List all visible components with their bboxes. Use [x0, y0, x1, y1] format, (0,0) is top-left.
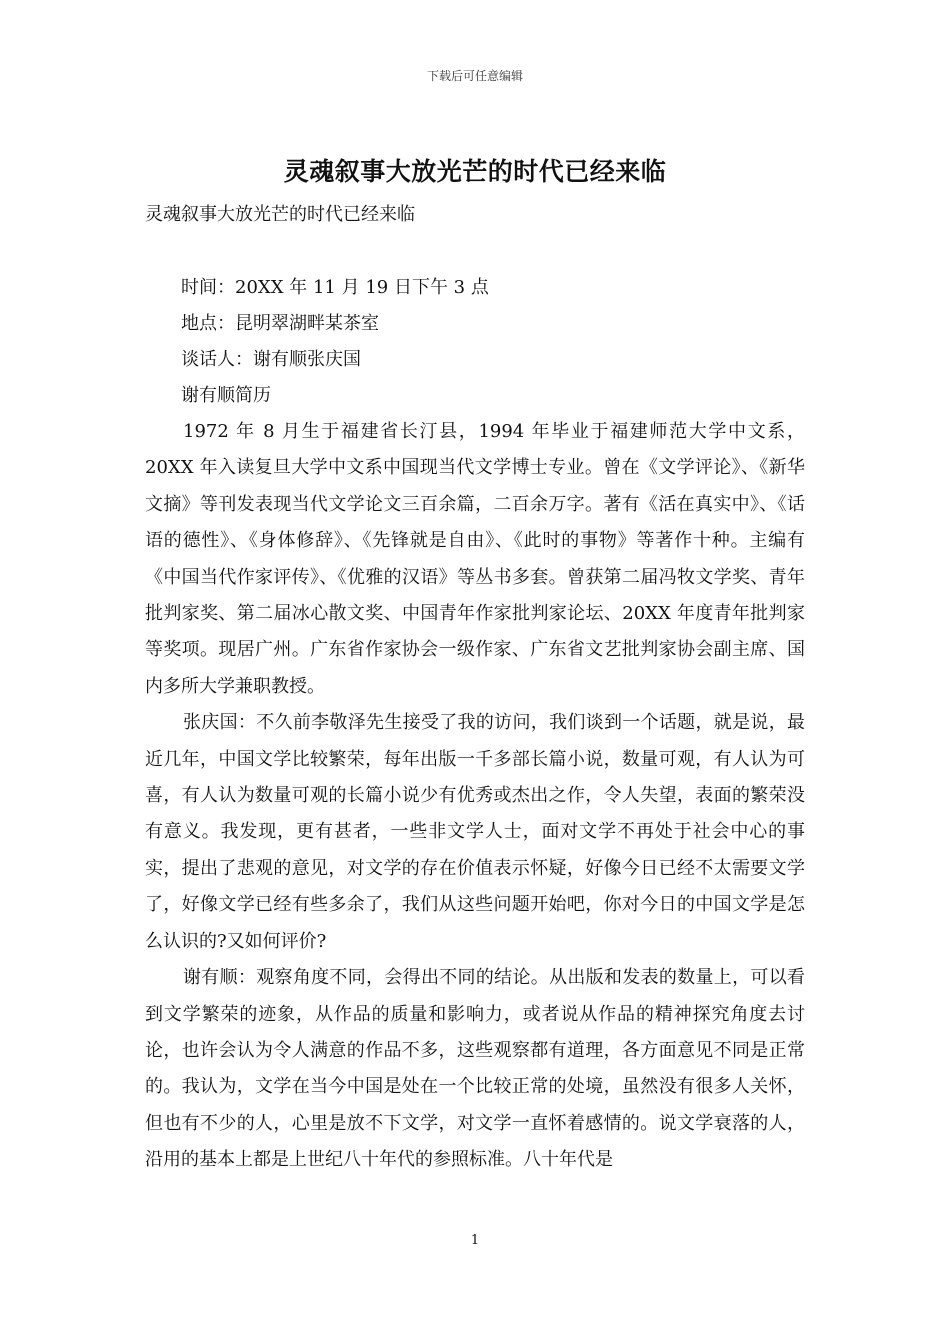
paragraph-bio: 1972 年 8 月生于福建省长汀县，1994 年毕业于福建师范大学中文系，20XX 年入读复旦大学中文系中国现当代文学博士专业。曾在《文学评论》、《新华文摘》等刊发表现当代文学论文三百余篇，二百余万字。著有《活在真实中》、《话语的德性》、《身体修辞》、《先锋就是自由》、《此时的事物》等著作十种。主编有《中国当代作家评传》、《优雅的汉语》等丛书多套。曾获第二届冯牧文学奖、青年批判家奖、第二届冰心散文奖、中国青年作家批判家论坛、20XX 年度青年批判家等奖项。现居广州。广东省作家协会一级作家、广东省文艺批判家协会副主席、国内多所大学兼职教授。	[145, 421, 805, 697]
paragraph-xie-answer: 谢有顺：观察角度不同，会得出不同的结论。从出版和发表的数量上，可以看到文学繁荣的迹象，从作品的质量和影响力，或者说从作品的精神探究角度去讨论，也许会认为令人满意的作品不多，这些观察都有道理，各方面意见不同是正常的。我认为，文学在当今中国是处在一个比较正常的处境，虽然没有很多人关怀，但也有不少的人，心里是放不下文学，对文学一直怀着感情的。说文学衰落的人，沿用的基本上都是上世纪八十年代的参照标准。八十年代是	[145, 967, 805, 1171]
page-number: 1	[470, 1233, 480, 1248]
paragraph-zhang-question: 张庆国：不久前李敬泽先生接受了我的访问，我们谈到一个话题，就是说，最近几年，中国文学比较繁荣，每年出版一千多部长篇小说，数量可观，有人认为可喜，有人认为数量可观的长篇小说少有优秀或杰出之作，令人失望，表面的繁荣没有意义。我发现，更有甚者，一些非文学人士，面对文学不再处于社会中心的事实，提出了悲观的意见，对文学的存在价值表示怀疑，好像今日已经不太需要文学了，好像文学已经有些多余了，我们从这些问题开始吧，你对今日的中国文学是怎么认识的?又如何评价?	[145, 712, 805, 952]
bio-heading: 谢有顺简历	[181, 385, 271, 406]
meta-speakers: 谈话人：谢有顺张庆国	[181, 349, 361, 370]
document-title: 灵魂叙事大放光芒的时代已经来临	[283, 157, 667, 186]
meta-place: 地点：昆明翠湖畔某茶室	[181, 313, 379, 334]
document-body	[145, 270, 805, 1179]
document-subtitle: 灵魂叙事大放光芒的时代已经来临	[145, 204, 415, 225]
meta-time: 时间：20XX 年 11 月 19 日下午 3 点	[181, 277, 489, 298]
page-header-note: 下载后可任意编辑	[426, 69, 523, 83]
